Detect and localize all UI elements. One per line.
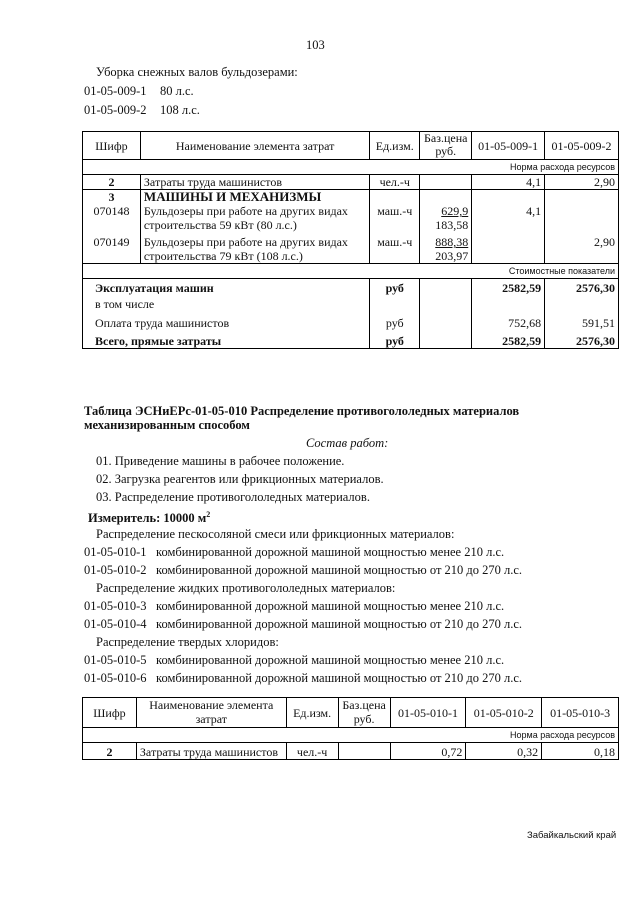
cell-value: 0,18 [542, 743, 619, 760]
cost-label: Стоимостные показатели [83, 264, 619, 279]
cell-unit: руб [370, 279, 420, 297]
item-code: 01-05-010-4 [84, 617, 147, 631]
cell-unit: руб [370, 313, 420, 332]
cell-price: 629,9 [441, 204, 469, 218]
table-row [83, 743, 619, 760]
item-code: 01-05-010-1 [84, 545, 147, 559]
work-item: 01. Приведение машины в рабочее положение. [96, 454, 345, 468]
cell-unit: маш.-ч [370, 232, 420, 264]
cell-value: 2582,59 [472, 332, 545, 349]
cell-code: 2 [83, 175, 141, 190]
cell-name-line: Бульдозеры при работе на других видах [143, 235, 348, 249]
footer-region: Забайкальский край [527, 830, 617, 841]
cell-price: 183,58 [435, 218, 469, 232]
cell-unit: маш.-ч [370, 204, 420, 232]
meter-sup: 2 [206, 510, 211, 519]
cell-unit: руб [370, 332, 420, 349]
header-name: Наименование элемента затрат [136, 698, 286, 728]
header-col2: 01-05-010-2 [466, 698, 542, 728]
item-desc: комбинированной дорожной машиной мощностью менее 210 л.с. [156, 599, 505, 613]
item-code: 01-05-010-6 [84, 671, 147, 685]
work-composition-title: Состав работ: [306, 436, 389, 450]
section1-item-desc: 80 л.с. [160, 84, 194, 98]
item-code: 01-05-010-5 [84, 653, 147, 667]
cell-name: Всего, прямые затраты [83, 332, 370, 349]
header-unit: Ед.изм. [370, 132, 420, 160]
cell-name: в том числе [83, 297, 370, 313]
cell-name-line: Бульдозеры при работе на других видах [143, 204, 348, 218]
cell-code: 2 [83, 743, 137, 760]
section2-title: Таблица ЭСНиЕРс-01-05-010 Распределение противогололедных материалов [84, 404, 520, 418]
cell-name: Затраты труда машинистов [136, 743, 286, 760]
header-price: Баз.цена руб. [338, 698, 390, 728]
meter-text: Измеритель: 10000 м [88, 511, 207, 526]
cell-code: 070149 [83, 232, 141, 264]
cell-name: Затраты труда машинистов [140, 175, 369, 190]
item-code: 01-05-010-3 [84, 599, 147, 613]
table-row [83, 332, 619, 349]
item-desc: комбинированной дорожной машиной мощностью от 210 до 270 л.с. [156, 671, 523, 685]
resource-table-1 [82, 131, 619, 349]
cell-value: 2576,30 [545, 332, 619, 349]
cell-value [472, 232, 545, 264]
page-number: 103 [306, 38, 325, 52]
header-code: Шифр [83, 132, 141, 160]
table-row [83, 190, 619, 205]
cell-value: 4,1 [472, 175, 545, 190]
norm-label: Норма расхода ресурсов [83, 160, 619, 175]
section2-title: механизированным способом [84, 418, 250, 432]
cell-group-name: МАШИНЫ И МЕХАНИЗМЫ [140, 190, 369, 205]
work-item: 02. Загрузка реагентов или фрикционных материалов. [96, 472, 384, 486]
section1-title: Уборка снежных валов бульдозерами: [96, 65, 298, 79]
header-col3: 01-05-010-3 [542, 698, 619, 728]
resource-table-2 [82, 697, 619, 760]
cell-value: 0,72 [390, 743, 466, 760]
cell-value: 2582,59 [472, 279, 545, 297]
group-title: Распределение твердых хлоридов: [96, 635, 279, 649]
cell-unit: чел.-ч [370, 175, 420, 190]
header-name: Наименование элемента затрат [140, 132, 369, 160]
header-unit: Ед.изм. [286, 698, 338, 728]
table-row [83, 297, 619, 313]
norm-label: Норма расхода ресурсов [83, 728, 619, 743]
cell-value: 0,32 [466, 743, 542, 760]
item-desc: комбинированной дорожной машиной мощностью от 210 до 270 л.с. [156, 617, 523, 631]
cell-code: 3 [83, 190, 141, 205]
group-title: Распределение жидких противогололедных материалов: [96, 581, 396, 595]
item-desc: комбинированной дорожной машиной мощностью от 210 до 270 л.с. [156, 563, 523, 577]
section1-item-code: 01-05-009-2 [84, 103, 147, 117]
cell-name-line: строительства 59 кВт (80 л.с.) [143, 218, 297, 232]
header-col1: 01-05-010-1 [390, 698, 466, 728]
cell-value: 752,68 [472, 313, 545, 332]
header-col2: 01-05-009-2 [545, 132, 619, 160]
header-code: Шифр [83, 698, 137, 728]
cell-value: 4,1 [472, 204, 545, 232]
item-code: 01-05-010-2 [84, 563, 147, 577]
cell-value: 591,51 [545, 313, 619, 332]
table-row [83, 232, 619, 264]
cell-value: 2576,30 [545, 279, 619, 297]
cell-name: Оплата труда машинистов [83, 313, 370, 332]
table-row [83, 279, 619, 297]
item-desc: комбинированной дорожной машиной мощностью менее 210 л.с. [156, 653, 505, 667]
header-col1: 01-05-009-1 [472, 132, 545, 160]
cell-value: 2,90 [545, 232, 619, 264]
item-desc: комбинированной дорожной машиной мощностью менее 210 л.с. [156, 545, 505, 559]
table-row [83, 313, 619, 332]
cell-price: 888,38 [435, 235, 469, 249]
cell-name [140, 204, 369, 232]
table-row [83, 175, 619, 190]
cell-unit: чел.-ч [286, 743, 338, 760]
cell-code: 070148 [83, 204, 141, 232]
header-price: Баз.цена руб. [420, 132, 472, 160]
table-row [83, 204, 619, 232]
cell-name [140, 232, 369, 264]
cell-name-line: строительства 79 кВт (108 л.с.) [143, 249, 303, 263]
group-title: Распределение пескосоляной смеси или фрикционных материалов: [96, 527, 455, 541]
section1-item-desc: 108 л.с. [160, 103, 200, 117]
cell-price: 203,97 [435, 249, 469, 263]
cell-name: Эксплуатация машин [83, 279, 370, 297]
cell-value [545, 204, 619, 232]
cell-value: 2,90 [545, 175, 619, 190]
section1-item-code: 01-05-009-1 [84, 84, 147, 98]
meter-label [88, 507, 210, 526]
work-item: 03. Распределение противогололедных материалов. [96, 490, 370, 504]
